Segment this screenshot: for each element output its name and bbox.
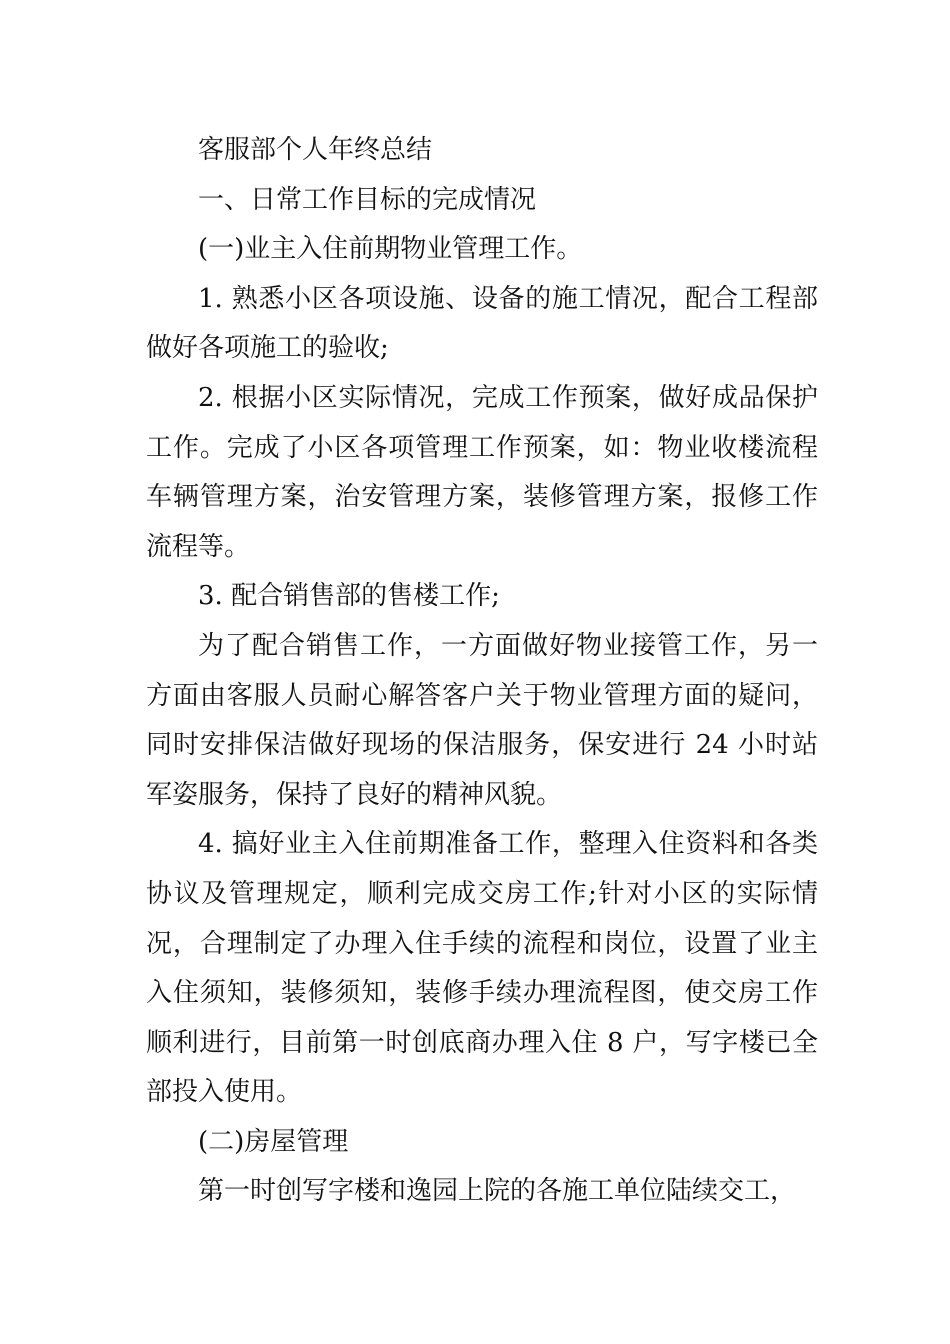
- body-paragraph: 4. 搞好业主入住前期准备工作，整理入住资料和各类协议及管理规定，顺利完成交房工作;针对小区的实际情况，合理制定了办理入住手续的流程和岗位，设置了业主入住须知，装修须知，装修手续办理流程图，使交房工作顺利进行，目前第一时创底商办理入住 8 户，写字楼已全部投入使用。: [146, 829, 818, 1108]
- document-title: 客服部个人年终总结: [198, 135, 433, 165]
- body-paragraph: 第一时创写字楼和逸园上院的各施工单位陆续交工，: [198, 1176, 797, 1207]
- body-paragraph: 2. 根据小区实际情况，完成工作预案，做好成品保护工作。完成了小区各项管理工作预案，如：物业收楼流程车辆管理方案，治安管理方案，装修管理方案，报修工作流程等。: [146, 382, 818, 562]
- body-paragraph: 3. 配合销售部的售楼工作;: [198, 581, 500, 612]
- section-heading: 一、日常工作目标的完成情况: [198, 184, 537, 215]
- body-paragraph: 1. 熟悉小区各项设施、设备的施工情况，配合工程部做好各项施工的验收;: [146, 283, 818, 364]
- subsection-heading: (二)房屋管理: [198, 1126, 349, 1157]
- document-body: [146, 126, 818, 1217]
- body-paragraph: 为了配合销售工作，一方面做好物业接管工作，另一方面由客服人员耐心解答客户关于物业管理方面的疑问，同时安排保洁做好现场的保洁服务，保安进行 24 小时站军姿服务，保持了良好的精神风貌。: [146, 630, 818, 810]
- subsection-heading: (一)业主入住前期物业管理工作。: [198, 234, 583, 265]
